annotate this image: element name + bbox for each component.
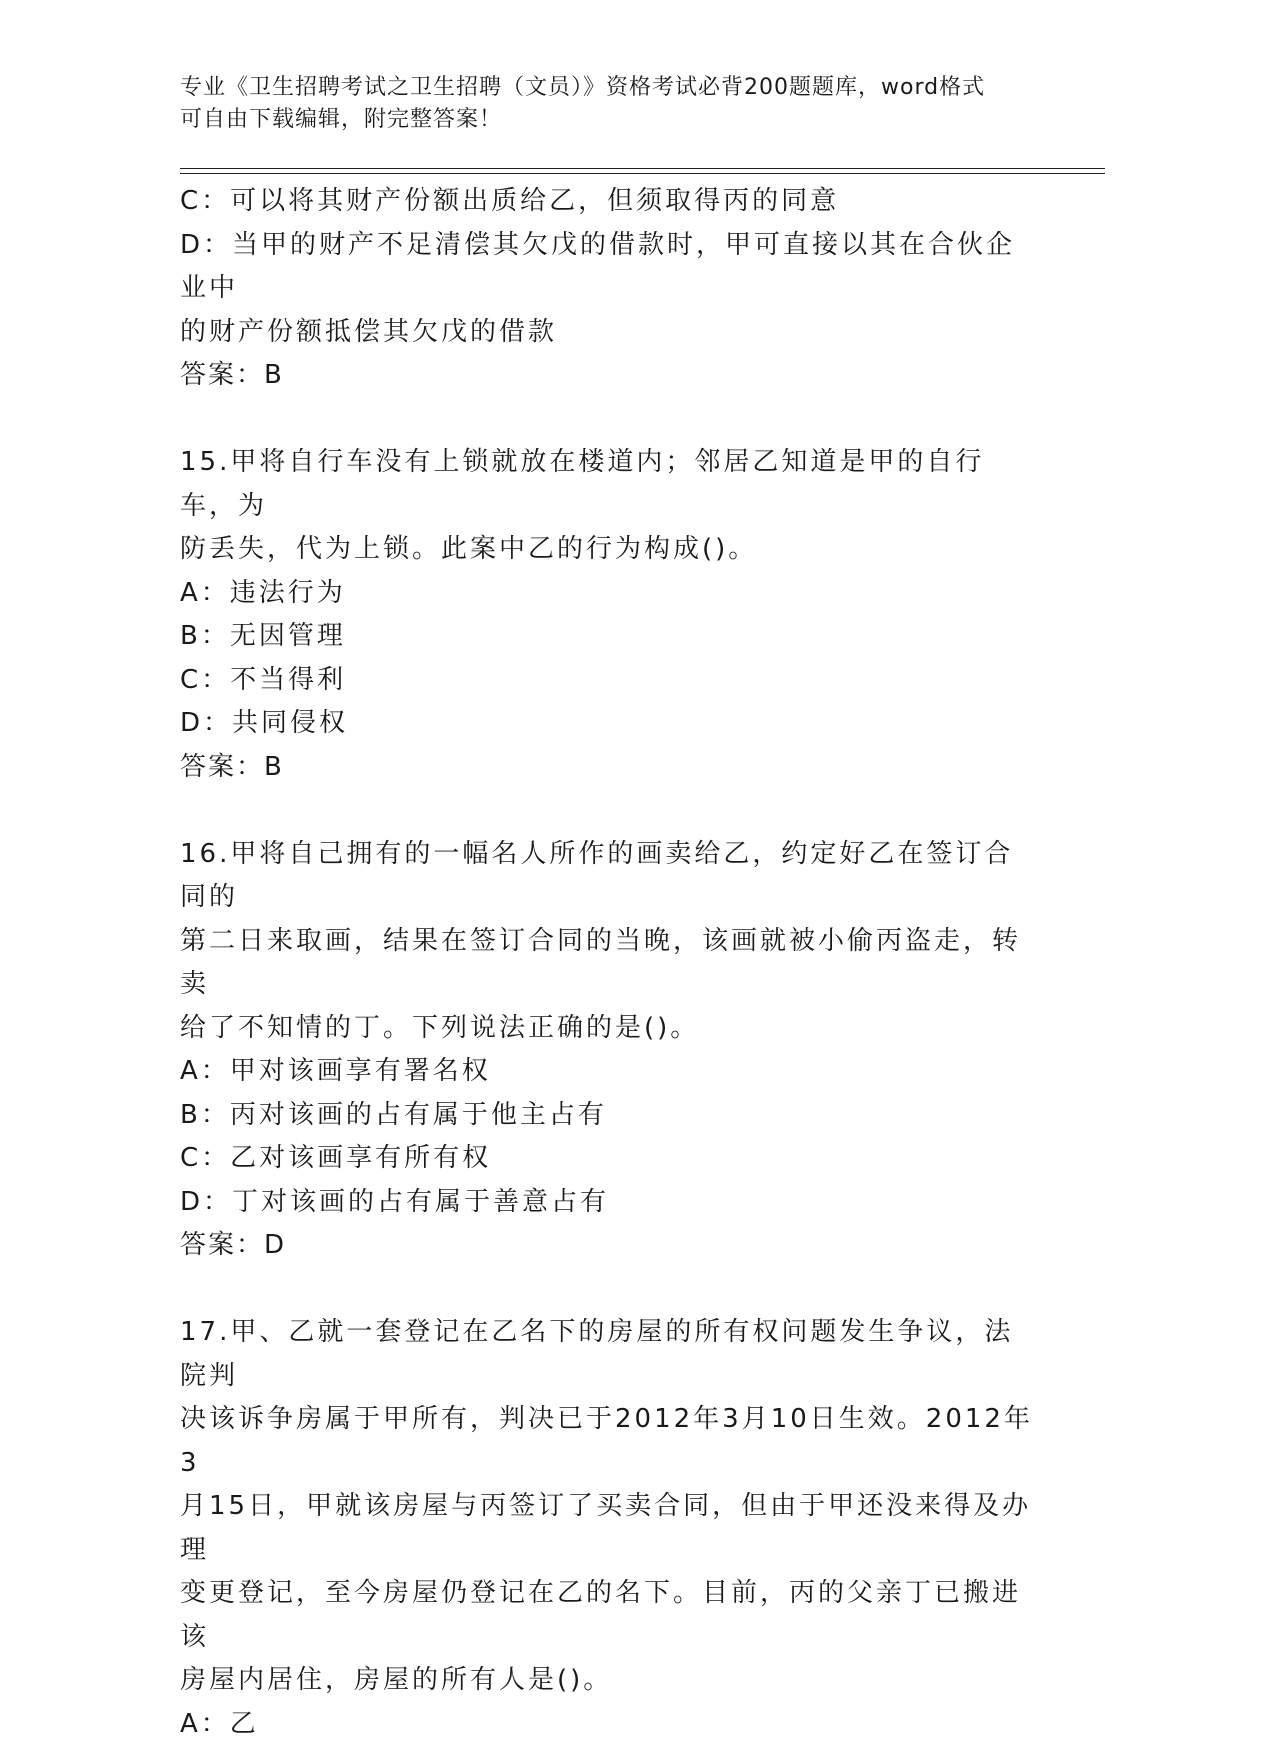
question-stem-line-1: 17.甲、乙就一套登记在乙名下的房屋的所有权问题发生争议，法院判 (180, 1311, 1040, 1398)
question-16 (180, 833, 1040, 1268)
question-stem-line-2: 防丢失，代为上锁。此案中乙的行为构成()。 (180, 528, 1040, 572)
header-divider-bottom (180, 173, 1105, 174)
header-divider-top (180, 168, 1105, 169)
option-b: B：丙对该画的占有属于他主占有 (180, 1094, 1040, 1138)
question-stem-line-3: 月15日，甲就该房屋与丙签订了买卖合同，但由于甲还没来得及办理 (180, 1485, 1040, 1572)
header-title-line-1: 专业《卫生招聘考试之卫生招聘（文员）》资格考试必背200题题库，word格式 (180, 72, 1060, 104)
question-stem-line-5: 房屋内居住，房屋的所有人是()。 (180, 1659, 1040, 1703)
option-c: C：可以将其财产份额出质给乙，但须取得丙的同意 (180, 180, 1040, 224)
spacer (180, 398, 1040, 442)
question-stem-line-2: 决该诉争房属于甲所有，判决已于2012年3月10日生效。2012年3 (180, 1398, 1040, 1485)
question-stem-line-4: 变更登记，至今房屋仍登记在乙的名下。目前，丙的父亲丁已搬进该 (180, 1572, 1040, 1659)
question-15 (180, 441, 1040, 789)
question-14-tail (180, 180, 1040, 398)
document-header (180, 72, 1060, 136)
option-c: C：乙对该画享有所有权 (180, 1137, 1040, 1181)
option-a: A：乙 (180, 1703, 1040, 1746)
question-stem-line-2: 第二日来取画，结果在签订合同的当晚，该画就被小偷丙盗走，转卖 (180, 920, 1040, 1007)
header-title-line-2: 可自由下载编辑，附完整答案！ (180, 104, 1060, 136)
spacer (180, 789, 1040, 833)
answer: 答案：B (180, 354, 1040, 398)
question-17 (180, 1311, 1040, 1746)
option-d: D：共同侵权 (180, 702, 1040, 746)
option-c: C：不当得利 (180, 659, 1040, 703)
option-a: A：甲对该画享有署名权 (180, 1050, 1040, 1094)
question-stem-line-1: 16.甲将自己拥有的一幅名人所作的画卖给乙，约定好乙在签订合同的 (180, 833, 1040, 920)
answer: 答案：B (180, 746, 1040, 790)
option-d-line-2: 的财产份额抵偿其欠戊的借款 (180, 311, 1040, 355)
spacer (180, 1268, 1040, 1312)
question-stem-line-3: 给了不知情的丁。下列说法正确的是()。 (180, 1007, 1040, 1051)
option-d: D：丁对该画的占有属于善意占有 (180, 1181, 1040, 1225)
question-stem-line-1: 15.甲将自行车没有上锁就放在楼道内；邻居乙知道是甲的自行车，为 (180, 441, 1040, 528)
option-a: A：违法行为 (180, 572, 1040, 616)
option-b: B：无因管理 (180, 615, 1040, 659)
option-d-line-1: D：当甲的财产不足清偿其欠戊的借款时，甲可直接以其在合伙企业中 (180, 224, 1040, 311)
document-body (180, 180, 1040, 1746)
answer: 答案：D (180, 1224, 1040, 1268)
